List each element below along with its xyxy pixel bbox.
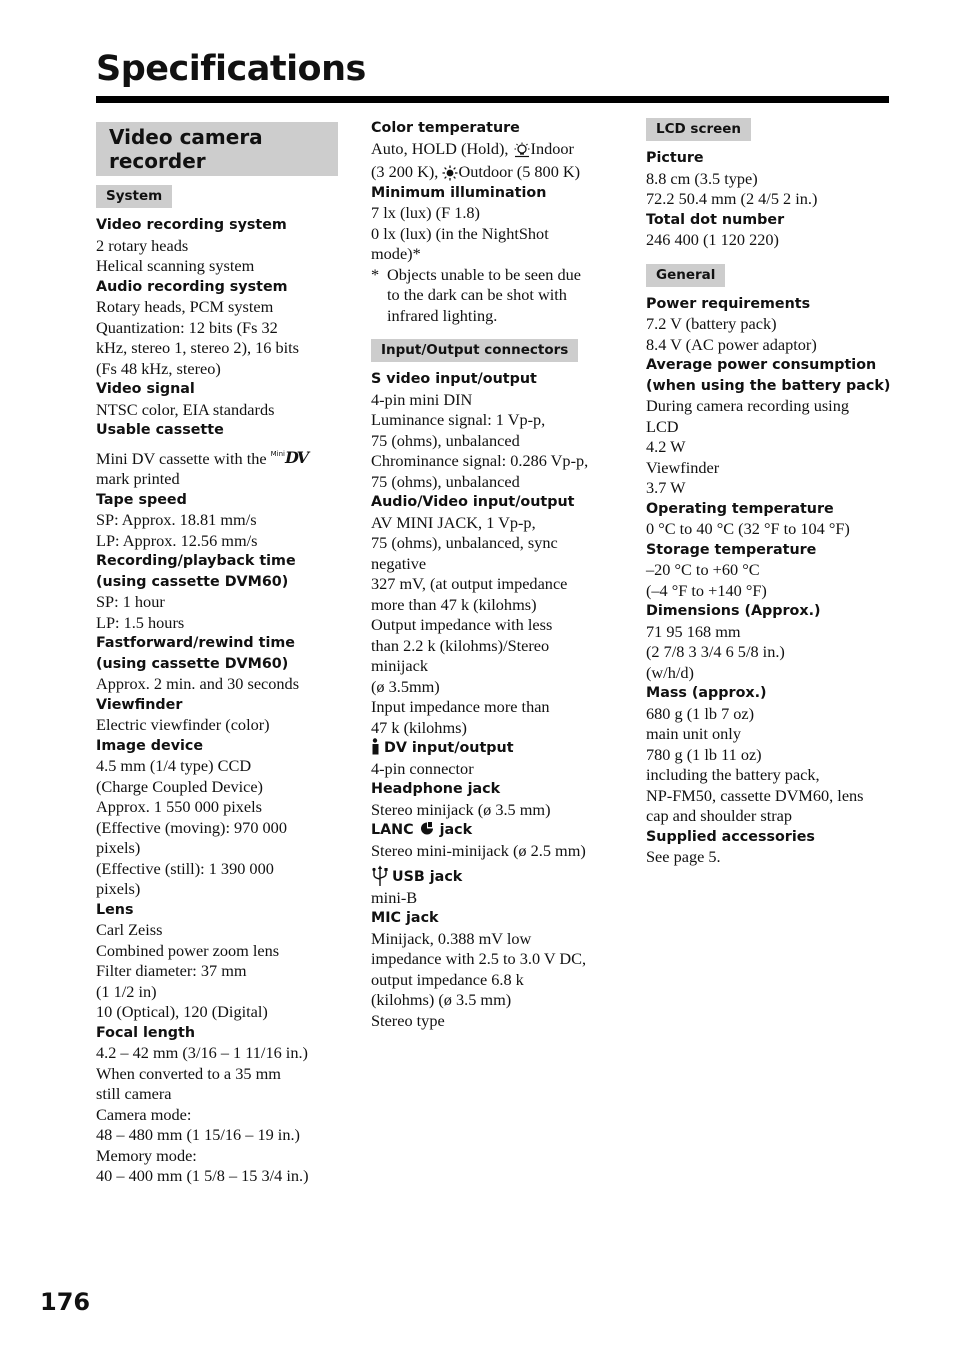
spec-line: pixels) xyxy=(96,879,141,898)
spec-line: 47 k (kilohms) xyxy=(371,717,467,737)
spec-heading: LANC jack xyxy=(371,822,473,838)
spec-block xyxy=(371,908,621,1031)
spec-line: 327 mV, (at output impedance xyxy=(371,574,568,593)
spec-heading: Color temperature xyxy=(371,120,520,136)
spec-line: 246 400 (1 120 220) xyxy=(646,230,779,249)
spec-line: NTSC color, EIA standards xyxy=(96,399,275,419)
spec-heading: Picture xyxy=(646,150,704,166)
spec-heading: Minimum illumination xyxy=(371,184,547,201)
spec-heading: Recording/playback time xyxy=(96,553,296,569)
spec-line: AV MINI JACK, 1 Vp-p, xyxy=(371,512,536,532)
spec-heading: Operating temperature xyxy=(646,500,834,517)
spec-line: still camera xyxy=(96,1084,172,1103)
spec-heading: Average power consumption xyxy=(646,357,877,373)
spec-line: 2 rotary heads xyxy=(96,235,189,255)
spec-line: 4-pin mini DIN xyxy=(371,389,473,409)
spec-heading: USB jack xyxy=(371,865,621,888)
spec-line: Objects unable to be seen due xyxy=(387,264,581,284)
title-rule xyxy=(96,96,889,103)
spec-heading: Dimensions (Approx.) xyxy=(646,603,821,619)
spec-heading: MIC jack xyxy=(371,910,439,926)
spec-heading: Image device xyxy=(96,737,204,754)
spec-heading: Power requirements xyxy=(646,295,811,312)
minidv-logo-mini: Mini xyxy=(270,449,286,458)
spec-line: 75 (ohms), unbalanced xyxy=(371,471,520,491)
spec-line: Quantization: 12 bits (Fs 32 xyxy=(96,317,278,337)
spec-heading: (using cassette DVM60) xyxy=(96,655,289,672)
spec-line: Approx. 2 min. and 30 seconds xyxy=(96,674,300,693)
spec-line: Output impedance with less xyxy=(371,615,553,634)
spec-line: 0 °C to 40 °C (32 °F to 104 °F) xyxy=(646,519,850,538)
spec-heading: Tape speed xyxy=(96,491,187,508)
spec-heading: Usable cassette xyxy=(96,422,224,438)
spec-line: Input impedance more than xyxy=(371,697,550,716)
spec-line: kHz, stereo 1, stereo 2), 16 bits xyxy=(96,338,300,357)
spec-heading: Storage temperature xyxy=(646,541,817,558)
spec-line: Chrominance signal: 0.286 Vp-p, xyxy=(371,451,589,470)
spec-list xyxy=(646,148,896,251)
spec-line: (ø 3.5mm) xyxy=(371,676,440,696)
spec-line: to the dark can be shot with xyxy=(387,285,567,304)
spec-heading: S video input/output xyxy=(371,371,537,387)
spec-heading: Supplied accessories xyxy=(646,828,815,845)
spec-line xyxy=(96,444,346,470)
spec-line: Auto, HOLD (Hold), Indoor xyxy=(371,138,574,158)
spec-line: Filter diameter: 37 mm xyxy=(96,961,247,980)
spec-line: SP: 1 hour xyxy=(96,592,165,611)
spec-heading: (using cassette DVM60) xyxy=(96,573,289,590)
spec-line: See page 5. xyxy=(646,847,721,866)
spec-lines xyxy=(371,888,621,909)
spec-block xyxy=(371,369,621,492)
spec-line: Camera mode: xyxy=(96,1104,192,1124)
spec-line: SP: Approx. 18.81 mm/s xyxy=(96,510,257,529)
spec-line: When converted to a 35 mm xyxy=(96,1063,281,1083)
outdoor-sun-icon xyxy=(442,165,458,181)
spec-line: more than 47 k (kilohms) xyxy=(371,594,537,614)
spec-line: 72.2 50.4 mm (2 4/5 2 in.) xyxy=(646,189,818,208)
spec-line: main unit only xyxy=(646,724,741,743)
spec-heading: Lens xyxy=(96,901,134,918)
spec-line: Helical scanning system xyxy=(96,256,255,275)
spec-heading: Mass (approx.) xyxy=(646,685,767,701)
spec-line: (Fs 48 kHz, stereo) xyxy=(96,358,221,378)
spec-line: Luminance signal: 1 Vp-p, xyxy=(371,410,546,429)
spec-line: LP: Approx. 12.56 mm/s xyxy=(96,530,258,550)
subsection-lcd: LCD screen xyxy=(646,118,751,141)
spec-heading: Audio recording system xyxy=(96,278,288,295)
spec-line: pixels) xyxy=(96,838,141,857)
spec-line: 40 – 400 mm (1 5/8 – 15 3/4 in.) xyxy=(96,1166,309,1185)
spec-line: Stereo type xyxy=(371,1010,445,1030)
spec-line: Minijack, 0.388 mV low xyxy=(371,928,532,948)
spec-line: mode)* xyxy=(371,244,421,263)
indoor-bulb-icon xyxy=(513,142,531,158)
spec-line: Stereo mini-minijack (ø 2.5 mm) xyxy=(371,840,586,860)
spec-line: including the battery pack, xyxy=(646,765,820,784)
spec-lines xyxy=(371,841,621,862)
spec-heading: DV input/output xyxy=(371,738,621,759)
spec-block xyxy=(371,492,621,738)
spec-line: Electric viewfinder (color) xyxy=(96,715,270,734)
spec-line: (kilohms) (ø 3.5 mm) xyxy=(371,990,512,1009)
spec-line: Carl Zeiss xyxy=(96,920,163,939)
spec-line: (w/h/d) xyxy=(646,662,694,682)
dv-ilink-icon xyxy=(371,738,381,755)
minidv-logo-dv: DV xyxy=(285,447,308,467)
spec-line: 10 (Optical), 120 (Digital) xyxy=(96,1002,268,1021)
spec-line: (3 200 K), Outdoor (5 800 K) xyxy=(371,162,581,181)
spec-line: 4.2 – 42 mm (3/16 – 1 11/16 in.) xyxy=(96,1043,308,1062)
spec-line: negative xyxy=(371,553,427,573)
spec-heading: Fastforward/rewind time xyxy=(96,635,295,651)
spec-line: Approx. 1 550 000 pixels xyxy=(96,797,262,816)
spec-heading: Audio/Video input/output xyxy=(371,494,575,510)
spec-heading: Headphone jack xyxy=(371,781,501,797)
spec-line: 780 g (1 lb 11 oz) xyxy=(646,744,762,764)
spec-line: than 2.2 k (kilohms)/Stereo xyxy=(371,635,550,655)
spec-list xyxy=(646,294,896,868)
spec-line: 8.4 V (AC power adaptor) xyxy=(646,334,817,354)
page-title: Specifications xyxy=(96,49,366,89)
spec-line: 48 – 480 mm (1 15/16 – 19 in.) xyxy=(96,1125,300,1144)
spec-line: output impedance 6.8 k xyxy=(371,969,524,989)
cassette-text: Mini DV cassette with the xyxy=(96,448,267,468)
spec-line: (2 7/8 3 3/4 6 5/8 in.) xyxy=(646,642,785,661)
spec-line: Rotary heads, PCM system xyxy=(96,297,274,316)
spec-line: 8.8 cm (3.5 type) xyxy=(646,168,758,188)
spec-line: 4.2 W xyxy=(646,437,686,456)
spec-line: (Effective (moving): 970 000 xyxy=(96,817,287,837)
spec-list xyxy=(96,215,346,1187)
usb-icon xyxy=(371,865,389,887)
spec-line: 7 lx (lux) (F 1.8) xyxy=(371,203,480,222)
spec-heading: Total dot number xyxy=(646,211,785,228)
spec-line: LP: 1.5 hours xyxy=(96,612,185,632)
footnote-text xyxy=(387,265,581,327)
spec-line: 4-pin connector xyxy=(371,758,474,778)
spec-line: Stereo minijack (ø 3.5 mm) xyxy=(371,799,551,819)
spec-line: 0 lx (lux) (in the NightShot xyxy=(371,223,549,243)
spec-heading: Focal length xyxy=(96,1024,196,1041)
spec-line: 680 g (1 lb 7 oz) xyxy=(646,703,755,723)
spec-line: NP-FM50, cassette DVM60, lens xyxy=(646,785,864,805)
subsection-general: General xyxy=(646,264,725,287)
spec-line: Combined power zoom lens xyxy=(96,940,280,960)
spec-line: 75 (ohms), unbalanced, sync xyxy=(371,533,558,552)
spec-line: 7.2 V (battery pack) xyxy=(646,314,777,333)
spec-line: (Effective (still): 1 390 000 xyxy=(96,858,274,878)
spec-line: During camera recording using xyxy=(646,396,849,415)
spec-lines xyxy=(371,203,621,265)
spec-line: Memory mode: xyxy=(96,1145,197,1165)
minidv-logo-icon xyxy=(271,444,307,469)
spec-line: –20 °C to +60 °C xyxy=(646,560,760,579)
spec-line: (1 1/2 in) xyxy=(96,981,157,1001)
spec-line: 75 (ohms), unbalanced xyxy=(371,430,520,450)
spec-line: (Charge Coupled Device) xyxy=(96,776,263,796)
spec-heading: Video recording system xyxy=(96,217,287,233)
spec-line: 3.7 W xyxy=(646,478,686,497)
spec-line: LCD xyxy=(646,416,679,436)
column-2 xyxy=(371,118,621,1031)
column-1 xyxy=(96,118,346,1187)
spec-line: infrared lighting. xyxy=(387,305,498,325)
subsection-io: Input/Output connectors xyxy=(371,339,578,362)
spec-line: minijack xyxy=(371,656,428,675)
footnote-marker: * xyxy=(371,264,380,284)
subsection-system: System xyxy=(96,185,172,208)
lanc-icon xyxy=(419,821,435,836)
spec-lines xyxy=(371,759,621,780)
spec-line: (–4 °F to +140 °F) xyxy=(646,580,767,600)
page-number: 176 xyxy=(40,1288,91,1316)
spec-line: 71 95 168 mm xyxy=(646,621,741,641)
spec-line: impedance with 2.5 to 3.0 V DC, xyxy=(371,949,587,968)
spec-line: cap and shoulder strap xyxy=(646,806,793,825)
spec-line: 4.5 mm (1/4 type) CCD xyxy=(96,756,252,775)
spec-heading: (when using the battery pack) xyxy=(646,377,891,394)
section-heading: Video camera recorder xyxy=(96,122,338,176)
spec-heading: Video signal xyxy=(96,381,195,397)
spec-line: mark printed xyxy=(96,469,180,488)
spec-line: Viewfinder xyxy=(646,457,720,477)
spec-line: mini-B xyxy=(371,887,418,907)
footnote xyxy=(371,265,621,327)
spec-block xyxy=(371,779,621,820)
column-3 xyxy=(646,118,896,868)
spec-heading: Viewfinder xyxy=(96,696,183,713)
